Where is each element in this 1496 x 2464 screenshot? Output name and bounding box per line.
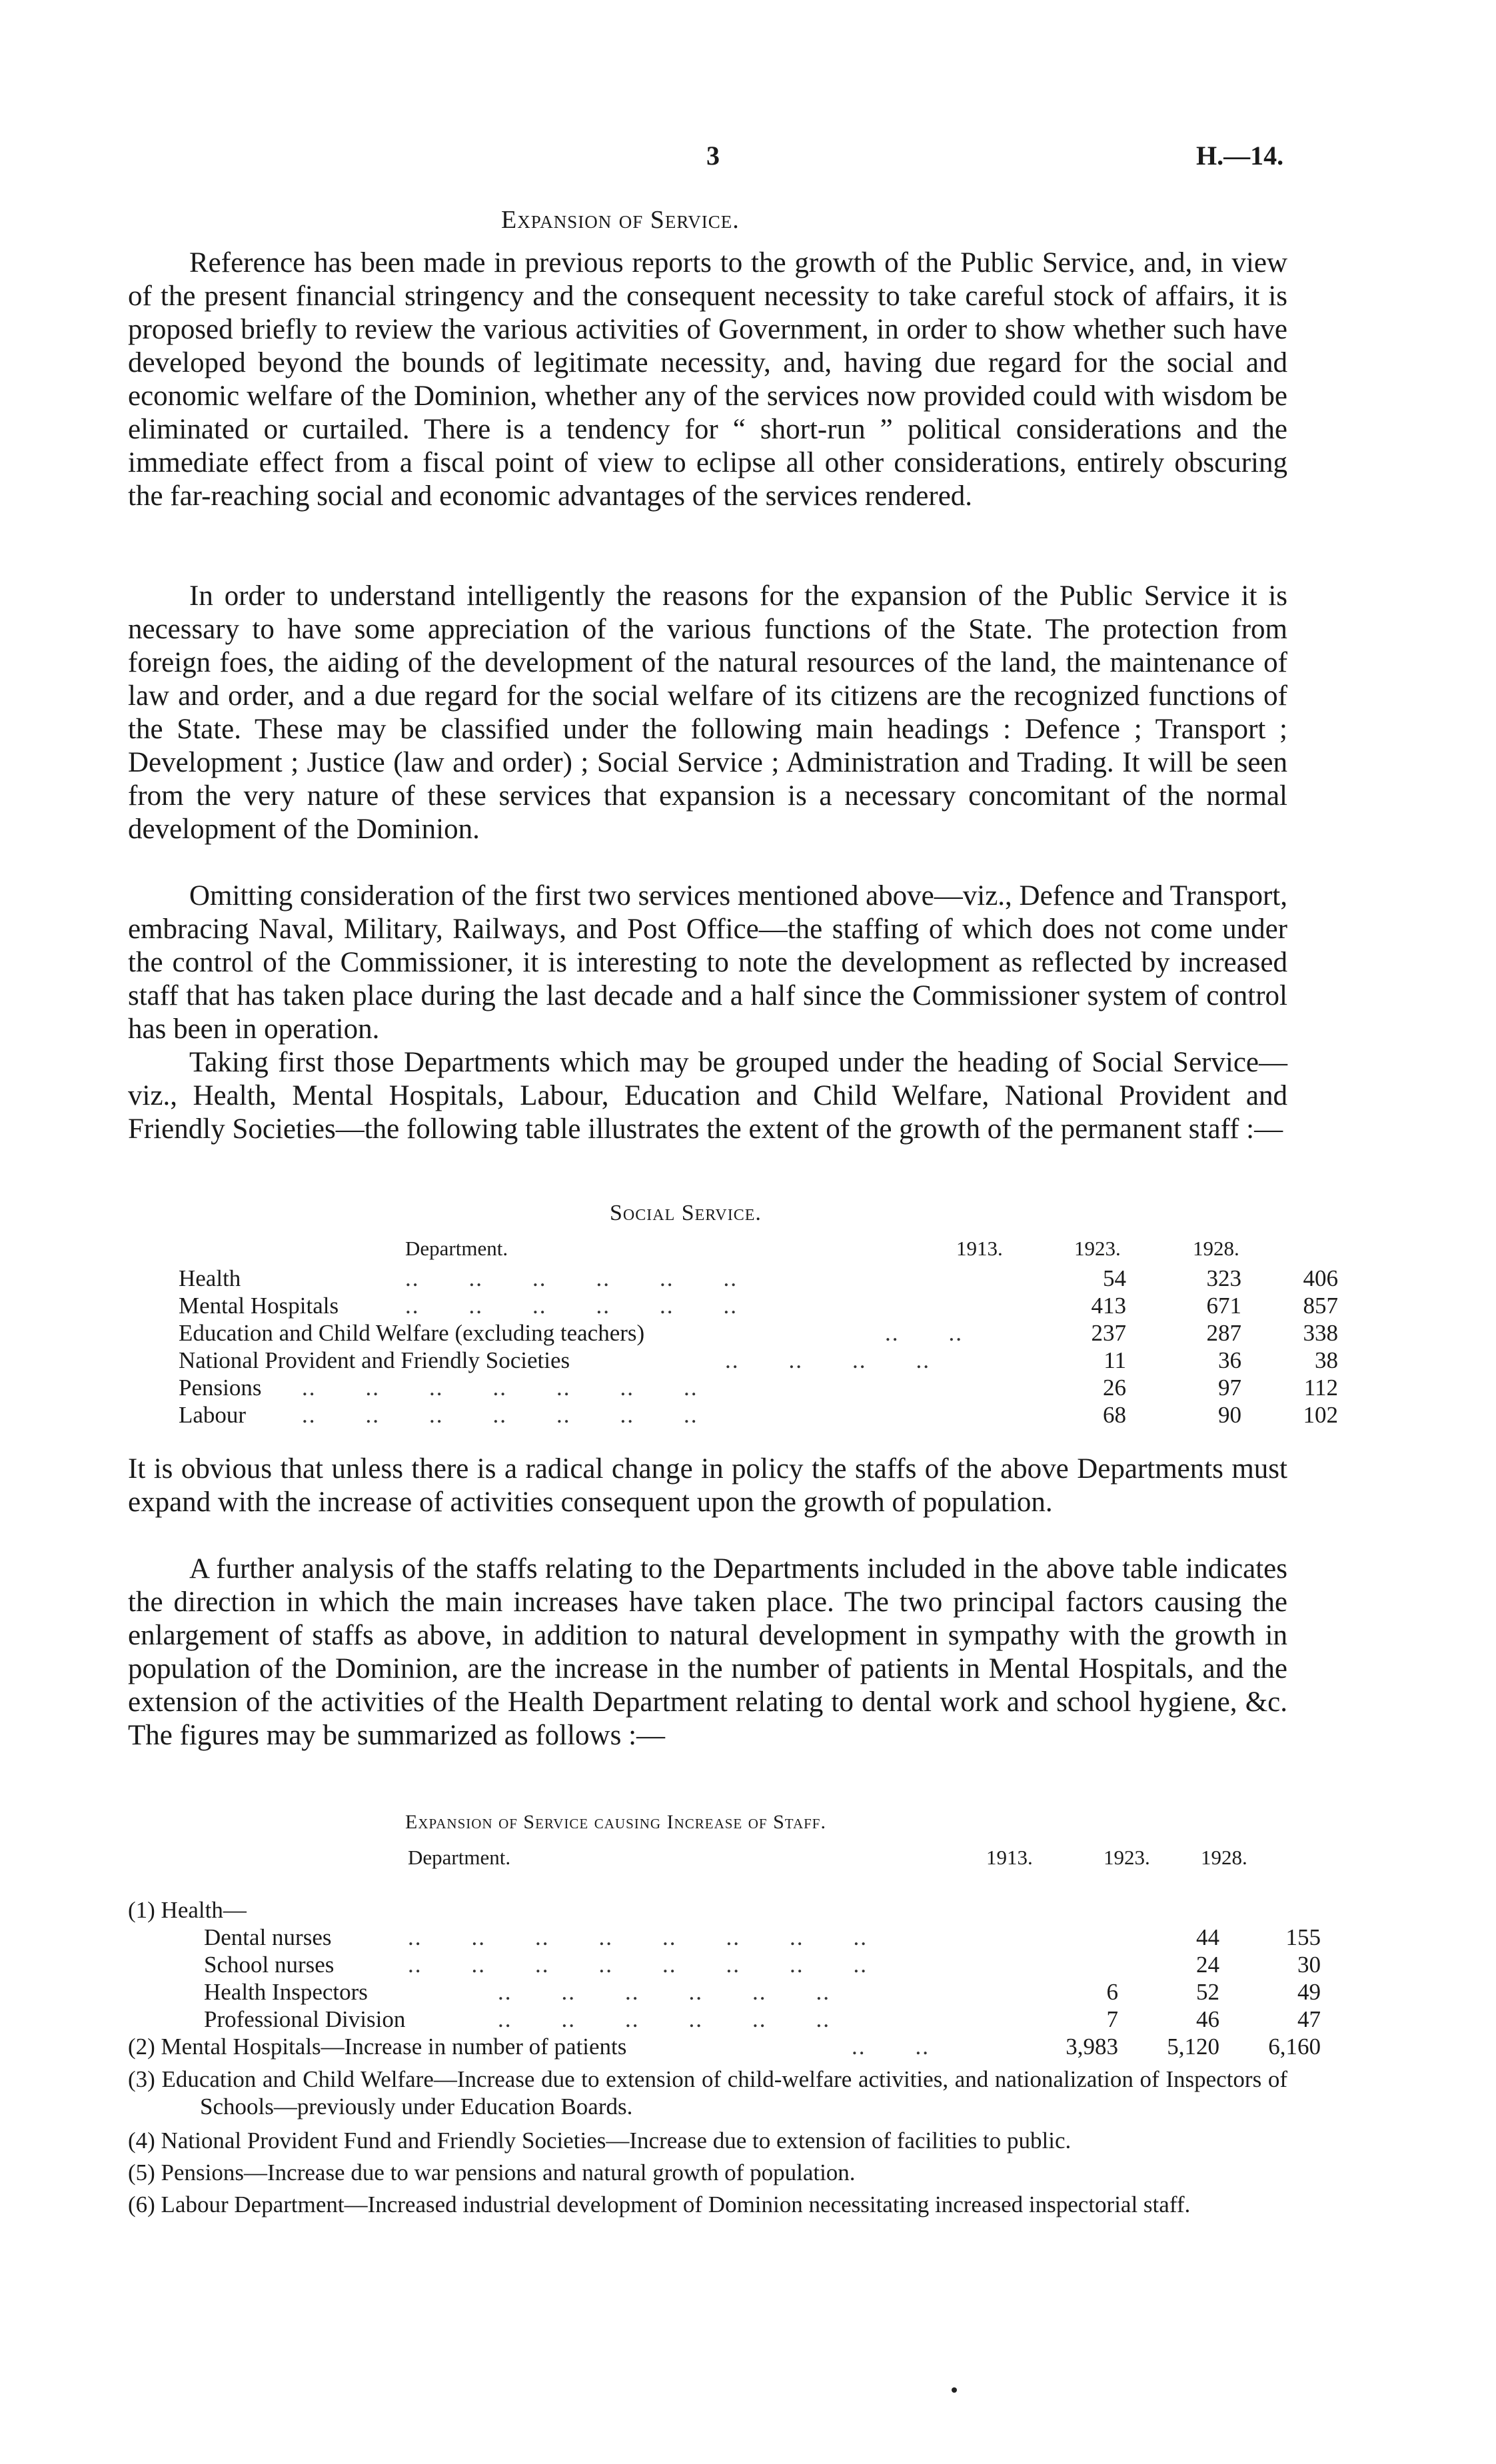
paragraph-2: In order to understand intelligently the reasons for the expansion of the Public Service it is necessary to have some appreciation of the various functions of the State. The protection from foreign foes, the aiding of the development of the natural resources of the land, the maintenance of law and order, and a due regard for the social welfare of its citizens are the recognized functions of the State. These may be classified under the following main headings : Defence ; Transport ; Development ; Justice (law and order) ; Social Service ; Administration and Trading. It will be seen from the very nature of these services that expansion is a necessary concomitant of the normal development of the Dominion. — [128, 580, 1287, 845]
row-label: Labour — [179, 1402, 247, 1428]
row-label: School nurses — [204, 1952, 335, 1978]
table-row — [128, 2006, 1321, 2033]
cell-1928: 47 — [1297, 2006, 1321, 2032]
cell-1928: 406 — [1303, 1265, 1338, 1291]
row-label: National Provident and Friendly Societies — [179, 1347, 570, 1373]
group-label: (1) Health— — [128, 1897, 247, 1923]
cell-1913: 6 — [1106, 1979, 1118, 2005]
table-row — [179, 1265, 1338, 1292]
leader-dots: .. .. .. .. .. .. — [405, 1293, 738, 1319]
table-group-row — [128, 1896, 1301, 1924]
table-row — [179, 1374, 1338, 1401]
cell-1923: 46 — [1196, 2006, 1219, 2032]
cell-1928: 112 — [1303, 1375, 1338, 1401]
cell-1913: 54 — [1103, 1265, 1126, 1291]
cell-1928: 338 — [1303, 1320, 1338, 1346]
column-header-department: Department. — [405, 1237, 508, 1260]
table-row — [179, 1319, 1338, 1347]
table-row — [128, 2033, 1321, 2060]
cell-1913: 413 — [1091, 1293, 1126, 1319]
cell-1928: 49 — [1297, 1979, 1321, 2005]
column-header-1928: 1928. — [1193, 1237, 1239, 1260]
cell-1923: 52 — [1196, 1979, 1219, 2005]
paragraph-5: It is obvious that unless there is a radical change in policy the staffs of the above Departments must expand with the increase of activities consequent upon the growth of population. — [128, 1453, 1287, 1518]
column-header-1923: 1923. — [1074, 1237, 1121, 1260]
leader-dots: .. .. .. .. .. .. — [498, 2006, 830, 2032]
paragraph-3: Omitting consideration of the first two services mentioned above—viz., Defence and Transport, embracing Naval, Military, Railways, and Post Office—the staffing of which does not come under the control of the Commissioner, it is interesting to note the development as reflected by increased staff that has taken place during the last decade and a half since the Commissioner system of control has been in operation. — [128, 880, 1287, 1045]
table-row — [128, 1978, 1321, 2006]
cell-1923: 97 — [1218, 1375, 1241, 1401]
table-row — [179, 1401, 1338, 1429]
leader-dots: .. .. .. .. .. .. — [405, 1265, 738, 1291]
row-label: (2) Mental Hospitals—Increase in number of patients — [128, 2034, 627, 2060]
row-label: Pensions — [179, 1375, 262, 1401]
note-item — [128, 2191, 1287, 2218]
cell-1923: 44 — [1196, 1924, 1219, 1950]
cell-1923: 24 — [1196, 1952, 1219, 1978]
section-title: Expansion of Service. — [501, 206, 740, 234]
column-header-1928: 1928. — [1201, 1846, 1247, 1869]
note-text: (5) Pensions—Increase due to war pensions and natural growth of population. — [128, 2159, 856, 2185]
row-label: Mental Hospitals — [179, 1293, 339, 1319]
cell-1913: 237 — [1091, 1320, 1126, 1346]
leader-dots: .. .. .. .. .. .. .. .. — [408, 1952, 868, 1978]
row-label: Health Inspectors — [204, 1979, 368, 2005]
note-text: (6) Labour Department—Increased industrial development of Dominion necessitating increased inspectorial staff. — [128, 2191, 1191, 2217]
row-label: Dental nurses — [204, 1924, 332, 1950]
cell-1928: 6,160 — [1268, 2034, 1321, 2060]
cell-1923: 5,120 — [1167, 2034, 1219, 2060]
paragraph-6: A further analysis of the staffs relating to the Departments included in the above table indicates the direction in which the main increases have taken place. The two principal factors causing the enlargement of staffs as above, in addition to natural development in sympathy with the growth in population of the Dominion, are the increase in the number of patients in Mental Hospitals, and the extension of the activities of the Health Department relating to dental work and school hygiene, &c. The figures may be summarized as follows :— — [128, 1553, 1287, 1751]
column-header-1913: 1913. — [986, 1846, 1033, 1869]
cell-1928: 38 — [1315, 1347, 1338, 1373]
cell-1923: 323 — [1206, 1265, 1241, 1291]
leader-dots: .. .. .. .. — [725, 1347, 930, 1373]
table-row — [179, 1292, 1338, 1319]
leader-dots: .. .. — [885, 1320, 963, 1346]
leader-dots: .. .. .. .. .. .. .. — [302, 1402, 698, 1428]
cell-1913: 11 — [1104, 1347, 1126, 1373]
column-header-1923: 1923. — [1104, 1846, 1150, 1869]
leader-dots: .. .. .. .. .. .. .. .. — [408, 1924, 868, 1950]
note-text: (4) National Provident Fund and Friendly Societies—Increase due to extension of facilities to public. — [128, 2128, 1072, 2154]
row-label: Health — [179, 1265, 241, 1291]
note-item — [128, 2066, 1287, 2120]
cell-1923: 671 — [1206, 1293, 1241, 1319]
cell-1913: 7 — [1106, 2006, 1118, 2032]
paragraph-1: Reference has been made in previous reports to the growth of the Public Service, and, in view of the present financial stringency and the consequent necessity to take careful stock of affairs, it is proposed briefly to review the various activities of Government, in order to show whether such have developed beyond the bounds of legitimate necessity, and, having due regard for the social and economic welfare of the Dominion, whether any of the services now provided could with wisdom be eliminated or curtailed. There is a tendency for “ short-run ” political considerations and the immediate effect from a fiscal point of view to eclipse all other considerations, entirely obscuring the far-reaching social and economic advantages of the services rendered. — [128, 247, 1287, 512]
cell-1923: 36 — [1218, 1347, 1241, 1373]
paragraph-4: Taking first those Departments which may be grouped under the heading of Social Service—viz., Health, Mental Hospitals, Labour, Education and Child Welfare, National Provident and Friendly Societies—the following table illustrates the extent of the growth of the permanent staff :— — [128, 1047, 1287, 1145]
cell-1928: 30 — [1297, 1952, 1321, 1978]
table-title: Social Service. — [610, 1201, 762, 1225]
social-service-table — [179, 1265, 1338, 1429]
leader-dots: .. .. .. .. .. .. .. — [302, 1375, 698, 1401]
leader-dots: .. .. — [852, 2034, 930, 2060]
cell-1928: 857 — [1303, 1293, 1338, 1319]
cell-1913: 26 — [1103, 1375, 1126, 1401]
cell-1913: 3,983 — [1066, 2034, 1118, 2060]
column-header-department: Department. — [408, 1846, 511, 1869]
cell-1913: 68 — [1103, 1402, 1126, 1428]
print-mark — [952, 2387, 957, 2393]
document-reference: H.—14. — [1196, 141, 1284, 171]
staff-increase-table — [128, 1896, 1321, 2060]
table-row — [179, 1347, 1338, 1374]
note-item — [128, 2159, 1287, 2186]
note-item — [128, 2127, 1287, 2154]
table-row — [128, 1951, 1321, 1978]
cell-1928: 102 — [1303, 1402, 1338, 1428]
leader-dots: .. .. .. .. .. .. — [498, 1979, 830, 2005]
row-label: Education and Child Welfare (excluding teachers) — [179, 1320, 645, 1346]
cell-1923: 90 — [1218, 1402, 1241, 1428]
table-title: Expansion of Service causing Increase of Staff. — [405, 1811, 826, 1833]
note-text: (3) Education and Child Welfare—Increase due to extension of child-welfare activities, and nationalization of Inspectors of Schools—previously under Education Boards. — [128, 2066, 1287, 2120]
column-header-1913: 1913. — [956, 1237, 1003, 1260]
table-row — [128, 1924, 1321, 1951]
page-number: 3 — [706, 141, 720, 171]
cell-1928: 155 — [1285, 1924, 1321, 1950]
cell-1923: 287 — [1206, 1320, 1241, 1346]
row-label: Professional Division — [204, 2006, 406, 2032]
